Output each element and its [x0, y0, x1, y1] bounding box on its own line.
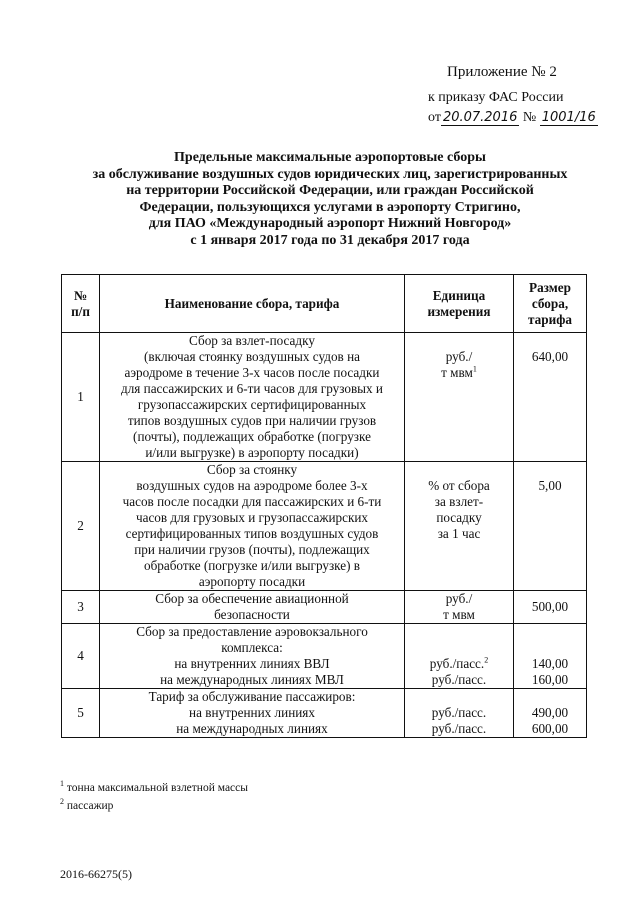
document-title	[60, 150, 600, 249]
footnote-mark: 1	[472, 364, 477, 374]
row-unit: руб./пасс. руб./пасс.	[405, 689, 514, 738]
number-sign: №	[522, 110, 537, 125]
footnote: $^2$ пассажир	[60, 797, 114, 812]
row-number: 4	[62, 624, 100, 689]
row-unit: руб./пасс.$^2$ руб./пасс.	[405, 624, 514, 689]
header-unit: Единица измерения	[405, 275, 514, 333]
title-line: для ПАО «Международный аэропорт Нижний Новгород»	[148, 216, 512, 231]
table-header-row	[62, 275, 587, 333]
row-number: 2	[62, 462, 100, 591]
row-number: 3	[62, 591, 100, 624]
row-name: Сбор за обеспечение авиационной безопасности	[100, 591, 405, 624]
row-value: 500,00	[514, 591, 587, 624]
handwritten-number: 1001/16	[541, 110, 596, 125]
handwritten-date: 20.07.2016	[442, 110, 518, 125]
row-value: 140,00 160,00	[514, 624, 587, 689]
title-line: Федерации, пользующихся услугами в аэропорту Стригино,	[139, 199, 521, 215]
row-name: Тариф за обслуживание пассажиров: на внутренних линиях на международных линиях	[100, 689, 405, 738]
title-line: Предельные максимальные аэропортовые сборы	[174, 150, 486, 165]
row-number: 1	[62, 333, 100, 462]
row-value: 5,00	[514, 462, 587, 591]
table-row	[62, 333, 587, 462]
table-row	[62, 462, 587, 591]
appendix-label: Приложение № 2	[447, 64, 557, 80]
order-reference: к приказу ФАС России	[428, 90, 564, 105]
header-size: Размер сбора, тарифа	[514, 275, 587, 333]
table-row	[62, 624, 587, 689]
footnote: $^1$ тонна максимальной взлетной массы	[60, 779, 248, 794]
row-unit: % от сбора за взлет- посадку за 1 час	[405, 462, 514, 591]
row-name: Сбор за предоставление аэровокзального комплекса: на внутренних линиях ВВЛ на международных линиях МВЛ	[100, 624, 405, 689]
document-code: 2016-66275(5)	[60, 867, 132, 881]
row-unit: руб./ т мвм$^1$	[405, 333, 514, 462]
header-name: Наименование сбора, тарифа	[100, 275, 405, 333]
row-value: 640,00	[514, 333, 587, 462]
order-date-number	[428, 110, 598, 126]
row-name: Сбор за стоянку воздушных судов на аэродроме более 3-х часов после посадки для пассажирских и 6-ти часов для грузовых и грузопассажирских сертифицированных типов воздушных судов при наличии грузов (почты), подлежащих обработке (погрузке и/или выгрузке) в аэропорту посадки	[100, 462, 405, 591]
row-number: 5	[62, 689, 100, 738]
table-row	[62, 591, 587, 624]
title-line: за обслуживание воздушных судов юридических лиц, зарегистрированных	[92, 166, 568, 182]
header-num: № п/п	[62, 275, 100, 333]
tariff-table	[61, 274, 587, 738]
footnote-mark: 2	[484, 655, 489, 665]
row-value: 490,00 600,00	[514, 689, 587, 738]
row-name: Сбор за взлет-посадку (включая стоянку воздушных судов на аэродроме в течение 3-х часов после посадки для пассажирских и 6-ти часов для грузовых и грузопассажирских сертифицированных типов воздушных судов при наличии грузов (почты), подлежащих обработке (погрузке и/или выгрузке) в аэропорту посадки)	[100, 333, 405, 462]
row-unit: руб./ т мвм	[405, 591, 514, 624]
from-label: от	[428, 110, 441, 125]
table-row	[62, 689, 587, 738]
title-line: на территории Российской Федерации, или граждан Российской	[126, 183, 534, 198]
title-line: с 1 января 2017 года по 31 декабря 2017 года	[190, 232, 470, 248]
